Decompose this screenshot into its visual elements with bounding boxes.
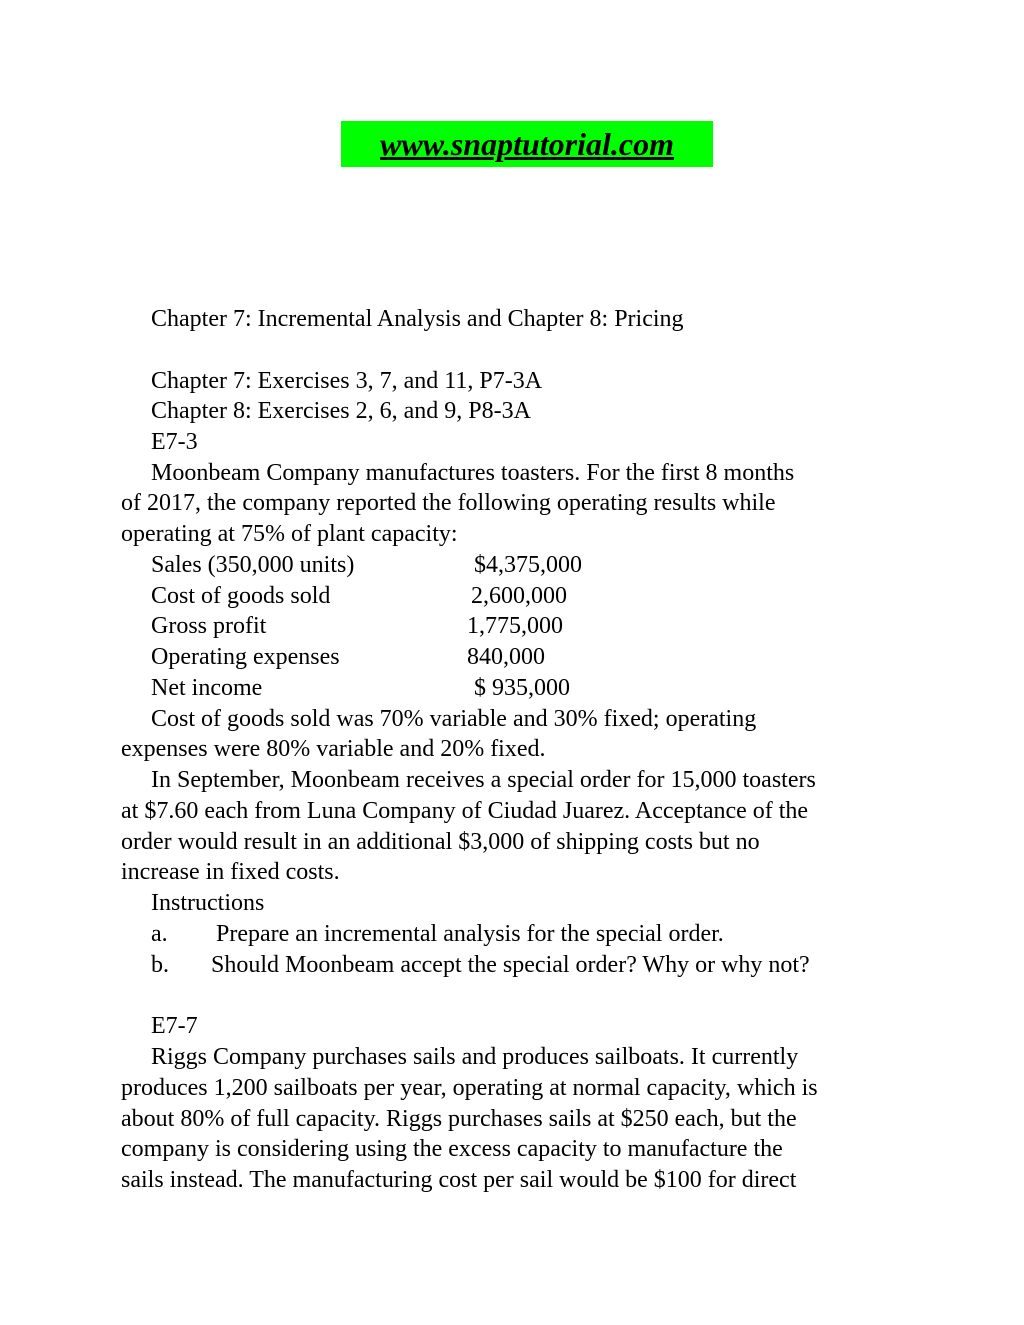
table-row-label: Gross profit xyxy=(151,613,267,639)
site-link[interactable]: www.snaptutorial.com xyxy=(341,121,713,167)
instructions-heading: Instructions xyxy=(151,890,265,916)
table-row-amount: 1,775,000 xyxy=(467,613,563,639)
e7-7-line-2: produces 1,200 sailboats per year, operating at normal capacity, which is xyxy=(121,1075,818,1101)
instruction-b-marker: b. xyxy=(151,952,169,978)
e7-7-line-1: Riggs Company purchases sails and produces sailboats. It currently xyxy=(151,1044,799,1070)
table-row-label: Cost of goods sold xyxy=(151,583,331,609)
instruction-b-text: Should Moonbeam accept the special order? Why or why not? xyxy=(211,952,810,978)
e7-3-intro-line-3: operating at 75% of plant capacity: xyxy=(121,521,458,547)
e7-3-order-line-3: order would result in an additional $3,000 of shipping costs but no xyxy=(121,829,760,855)
table-row-amount: 840,000 xyxy=(467,644,545,670)
e7-3-intro-line-2: of 2017, the company reported the following operating results while xyxy=(121,490,776,516)
e7-7-line-4: company is considering using the excess capacity to manufacture the xyxy=(121,1136,783,1162)
e7-3-order-line-2: at $7.60 each from Luna Company of Ciudad Juarez. Acceptance of the xyxy=(121,798,809,824)
table-row-amount: $ 935,000 xyxy=(474,675,570,701)
table-row-amount: 2,600,000 xyxy=(471,583,567,609)
table-row-label: Sales (350,000 units) xyxy=(151,552,355,578)
table-row-label: Net income xyxy=(151,675,263,701)
e7-3-cost-line-1: Cost of goods sold was 70% variable and 30% fixed; operating xyxy=(151,706,757,732)
e7-3-order-line-4: increase in fixed costs. xyxy=(121,859,340,885)
assignment-chapter-7: Chapter 7: Exercises 3, 7, and 11, P7-3A xyxy=(151,368,543,394)
e7-3-intro-line-1: Moonbeam Company manufactures toasters. For the first 8 months xyxy=(151,460,795,486)
e7-7-line-5: sails instead. The manufacturing cost per sail would be $100 for direct xyxy=(121,1167,797,1193)
e7-3-order-line-1: In September, Moonbeam receives a special order for 15,000 toasters xyxy=(151,767,816,793)
document-title: Chapter 7: Incremental Analysis and Chapter 8: Pricing xyxy=(151,306,684,332)
e7-3-cost-line-2: expenses were 80% variable and 20% fixed. xyxy=(121,736,546,762)
table-row-amount: $4,375,000 xyxy=(474,552,582,578)
table-row-label: Operating expenses xyxy=(151,644,340,670)
instruction-a-marker: a. xyxy=(151,921,168,947)
instruction-a-text: Prepare an incremental analysis for the special order. xyxy=(216,921,724,947)
exercise-heading-e7-7: E7-7 xyxy=(151,1013,198,1039)
assignment-chapter-8: Chapter 8: Exercises 2, 6, and 9, P8-3A xyxy=(151,398,531,424)
exercise-heading-e7-3: E7-3 xyxy=(151,429,198,455)
e7-7-line-3: about 80% of full capacity. Riggs purchases sails at $250 each, but the xyxy=(121,1106,797,1132)
